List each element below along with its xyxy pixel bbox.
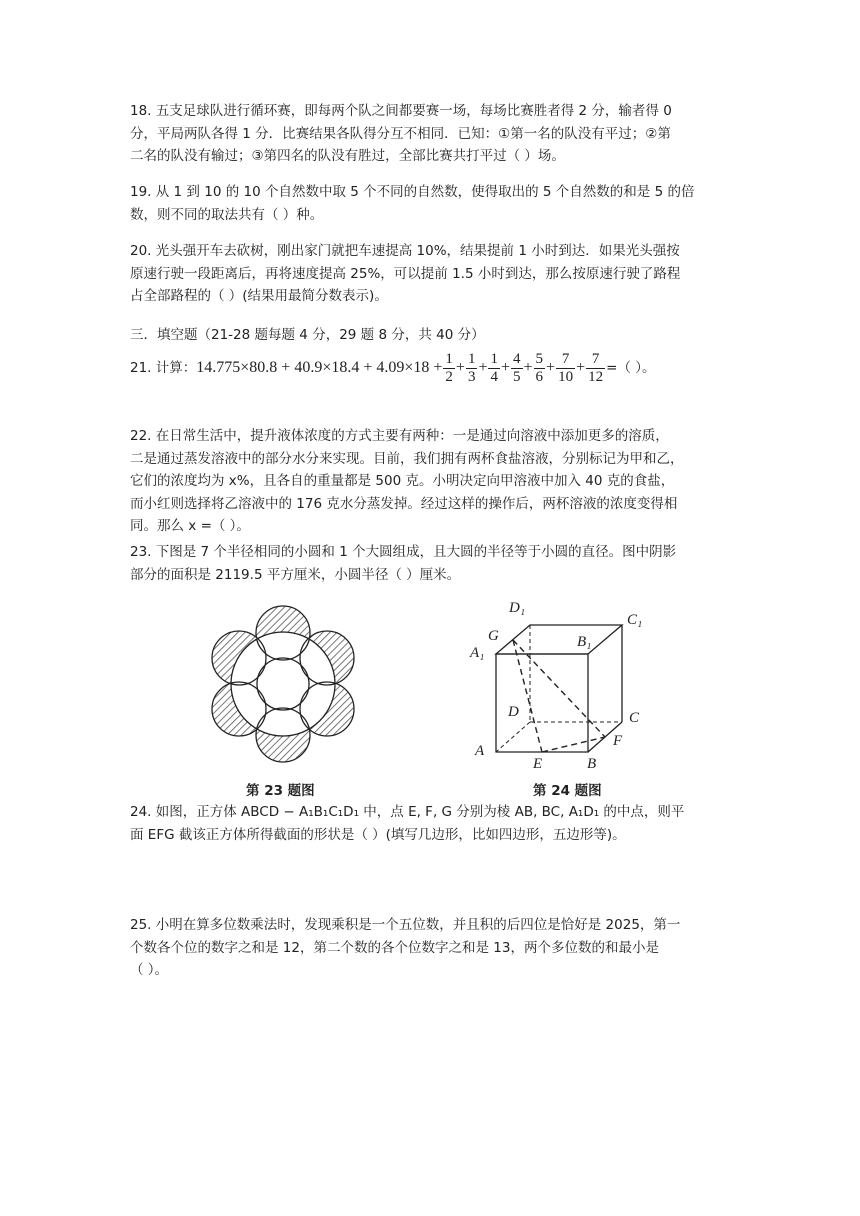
q20-line-1: 20. 光头强开车去砍树，刚出家门就把车速提高 10%，结果提前 1 小时到达．如果光头强按 xyxy=(130,243,680,259)
q25-line-3: （ ）。 xyxy=(130,962,169,978)
fraction-numerator: 7 xyxy=(556,351,575,369)
hidden-edges xyxy=(496,625,622,752)
q21-fraction xyxy=(466,351,478,386)
fraction-numerator: 4 xyxy=(513,350,521,367)
label-d1: D₁ xyxy=(509,600,526,616)
q21-prefix: 21. 计算： xyxy=(130,360,197,376)
q21-fraction xyxy=(443,351,455,386)
label-e: E xyxy=(533,756,543,772)
fraction-numerator: 1 xyxy=(490,350,498,367)
q21-expression: 14.775×80.8 + 40.9×18.4 + 4.09×18 + xyxy=(196,359,443,376)
fraction-denominator: 6 xyxy=(535,368,544,385)
fraction-denominator: 4 xyxy=(490,368,498,385)
plus-sign: + xyxy=(478,359,488,376)
plus-sign: + xyxy=(455,359,465,376)
q21-fraction xyxy=(534,351,546,386)
q19-line-2: 数，则不同的取法共有（ ）种。 xyxy=(130,206,324,223)
figure-24-cube xyxy=(460,596,660,772)
figure-24-caption: 第 24 题图 xyxy=(533,783,602,799)
q19-line-1: 19. 从 1 到 10 的 10 个自然数中取 5 个不同的自然数，使得取出的 5 个自然数的和是 5 的倍 xyxy=(130,184,695,200)
fraction-denominator: 10 xyxy=(558,368,574,385)
fraction-denominator: 2 xyxy=(445,368,453,385)
question-24 xyxy=(130,801,730,846)
q18-line-1: 18. 五支足球队进行循环赛，即每两个队之间都要赛一场，每场比赛胜者得 2 分，输者得 0 xyxy=(130,103,672,119)
q25-line-1: 25. 小明在算多位数乘法时，发现乘积是一个五位数，并且积的后四位是恰好是 2025，第一 xyxy=(130,917,681,933)
fraction-numerator: 1 xyxy=(467,350,476,367)
plus-sign: + xyxy=(500,359,510,376)
question-19 xyxy=(130,181,730,226)
label-g: G xyxy=(488,628,499,644)
q24-line-2: 面 EFG 截该正方体所得截面的形状是（ ）(填写几边形，比如四边形，五边形等)。 xyxy=(130,826,626,843)
plus-sign: + xyxy=(576,359,586,376)
fraction-denominator: 3 xyxy=(467,368,476,385)
label-f: F xyxy=(613,733,623,749)
q21-suffix: =（ ）。 xyxy=(606,360,656,376)
q20-line-3: 占全部路程的（ ）(结果用最简分数表示)。 xyxy=(130,288,388,304)
q22-line-2: 二是通过蒸发溶液中的部分水分来实现。目前，我们拥有两杯食盐溶液，分别标记为甲和乙， xyxy=(130,450,684,467)
question-23 xyxy=(130,541,730,586)
q23-line-1: 23. 下图是 7 个半径相同的小圆和 1 个大圆组成，且大圆的半径等于小圆的直径。图中阴影 xyxy=(130,544,677,560)
section-lines xyxy=(513,640,605,752)
q20-line-2: 原速行驶一段距离后，再将速度提高 25%，可以提前 1.5 小时到达，那么按原速行驶了路程 xyxy=(130,265,681,282)
q22-line-5: 同。那么 x =（ ）。 xyxy=(130,518,250,534)
label-a: A xyxy=(475,743,485,759)
label-b: B xyxy=(587,756,597,772)
q22-line-3: 它们的浓度均为 x%，且各自的重量都是 500 克。小明决定向甲溶液中加入 40 克的食盐， xyxy=(130,473,675,489)
q21-fraction xyxy=(488,351,500,386)
question-21 xyxy=(130,348,730,388)
fraction-numerator: 1 xyxy=(445,350,453,367)
section-3-heading-text: 三．填空题（21-28 题每题 4 分，29 题 8 分，共 40 分） xyxy=(130,327,485,343)
figure-23-caption: 第 23 题图 xyxy=(246,783,315,799)
fraction-denominator: 12 xyxy=(588,368,604,385)
question-22 xyxy=(130,425,730,538)
plus-sign: + xyxy=(523,359,533,376)
q23-line-2: 部分的面积是 2119.5 平方厘米，小圆半径（ ）厘米。 xyxy=(130,566,461,583)
q18-line-3: 二名的队没有输过；③第四名的队没有胜过，全部比赛共打平过（ ）场。 xyxy=(130,148,565,164)
fraction-numerator: 5 xyxy=(535,350,544,367)
fraction-denominator: 5 xyxy=(513,368,521,385)
q25-line-2: 个数各个位的数字之和是 12，第二个数的各个位数字之和是 13，两个多位数的和最小是 xyxy=(130,939,659,956)
label-a1: A₁ xyxy=(470,645,485,661)
q24-line-1: 24. 如图，正方体 ABCD − A₁B₁C₁D₁ 中，点 E, F, G 分别为棱 AB, BC, A₁D₁ 的中点，则平 xyxy=(130,804,685,820)
plus-sign: + xyxy=(546,359,556,376)
q21-fraction xyxy=(511,351,523,386)
q21-fraction xyxy=(556,351,575,386)
question-18 xyxy=(130,100,730,168)
label-c1: C₁ xyxy=(627,612,643,628)
q18-line-2: 分，平局两队各得 1 分．比赛结果各队得分互不相同．已知：①第一名的队没有平过；②第 xyxy=(130,125,671,142)
q21-fraction xyxy=(586,351,605,386)
fraction-numerator: 7 xyxy=(586,351,605,369)
q22-line-1: 22. 在日常生活中，提升液体浓度的方式主要有两种：一是通过向溶液中添加更多的溶质， xyxy=(130,428,669,444)
section-3-heading xyxy=(130,324,730,347)
figure-23-circles xyxy=(205,600,361,766)
label-c: C xyxy=(629,710,640,726)
label-b1: B₁ xyxy=(577,634,592,650)
question-25 xyxy=(130,914,730,982)
question-20 xyxy=(130,240,730,308)
label-d: D xyxy=(508,704,519,720)
q22-line-4: 而小红则选择将乙溶液中的 176 克水分蒸发掉。经过这样的操作后，两杯溶液的浓度变得相 xyxy=(130,495,678,512)
